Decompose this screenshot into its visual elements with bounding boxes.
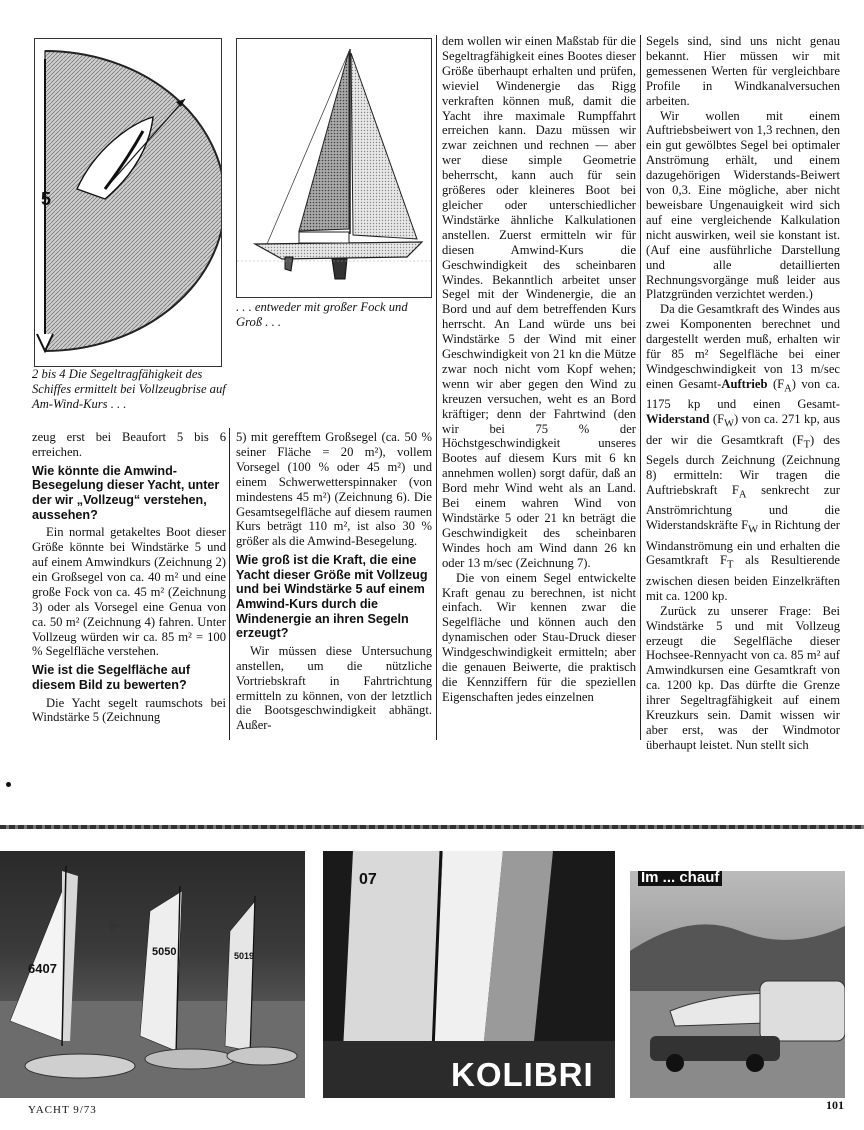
column-3: [442, 34, 636, 705]
col1-heading-1: Wie könnte die Amwind-Besegelung dieser Yacht, unter der wir „Vollzeug“ verstehen, aussehen?: [32, 463, 220, 522]
footer-magazine: YACHT 9/73: [28, 1104, 97, 1116]
column-1: [32, 430, 226, 725]
col3-paragraph-2: Die von einem Segel entwickelte Kraft genau zu berechnen, ist nicht einfach. Wir kennen zwar die Segelfläche und können auch den dynamischen oder Stau-Druck dieser Windgeschwindigkeit ermitteln; aber die genauen Beiwerte, die praktisch die Kennziffern für die speziellen Eigenschaften jedes einzelnen: [442, 570, 636, 704]
col1-paragraph-1: zeug erst bei Beaufort 5 bis 6 erreichen.: [32, 430, 226, 459]
sail-number-3: 5019: [234, 951, 255, 961]
figure-yacht-sailplan: [236, 38, 432, 298]
sail-number-1: 6407: [28, 961, 57, 976]
figure-sail-sector: [34, 38, 222, 367]
footer-page-number: 101: [826, 1098, 844, 1112]
col4-paragraph-4: Zurück zu unserer Frage: Bei Windstärke 5 und mit Vollzeug erzeugt die Segelfläche dieser Hochsee-Rennyacht von ca. 85 m² auf Amwindkursen eine Gesamtkraft von ca. 1200 kp. Das dürfte die Grenze ihrer Segeltragfähigkeit auf einem Kreuzkurs sein. Damit wissen wir aber erst, was der Windmotor überhaupt leistet. Nun stellt sich: [646, 603, 840, 752]
col1-paragraph-2: Ein normal getakeltes Boot dieser Größe könnte bei Windstärke 5 und auf einem Amwindkurs (Zeichnung 2) ein Großsegel von ca. 40 m² und eine große Fock von ca. 45 m² (Zeichnung 3) oder als Vorsegel eine Genua von ca. 50 m² (Zeichnung 4) fahren. Unter Vollzeug würden wir ca. 85 m² = 100 % Segelfläche verstehen.: [32, 525, 226, 659]
bullet-mark: [6, 782, 11, 787]
ad-photo-sails: [323, 851, 615, 1098]
col3-paragraph-1: dem wollen wir einen Maßstab für die Segeltragfähigkeit eines Bootes dieser Größe überhaupt erhalten und prüfen, wieviel Windenergie das Rigg verkraften können muß, damit die Yacht ihre maximale Rumpffahrt erreichen kann. Dazu müssen wir zwar zeichnen und rechnen — aber wer diese simple Geometrie beherrscht, kann auch für sein größeres oder kleineres Boot bei gleicher oder unterschiedlicher Windstärke ähnliche Kalkulationen anstellen. Zuerst ermitteln wir für diesen Amwind-Kurs die Geschwindigkeit des scheinbaren Windes. Bekanntlich arbeitet unser Segel mit der Windenergie, die an Bord und auf dem betreffenden Kurs herrscht. An Land würde uns bei Windstärke 5 der Wind mit einer Geschwindigkeit von 21 kn die Mütze zwar noch nicht vom Kopf wehen; wenn wir aber gegen den Wind zu kreuzen versuchen, weht es an Bord kräftiger; denn der Fahrtwind (den wir bei 75 % der Höchstgeschwindigkeit unseres Bootes auf diesem Kurs mit 6 kn annehmen wollen) sorgt dafür, daß an Bord mehr Wind weht als an Land. Bei einem wahren Wind von Windstärke 5 oder 21 kn beträgt die Geschwindigkeit des scheinbaren Windes hoch am Wind dann 26 kn oder 13 m/sec (Zeichnung 7).: [442, 34, 636, 570]
sail-sector-diagram: [35, 39, 221, 366]
col2-paragraph-1: 5) mit gerefftem Großsegel (ca. 50 % seiner Fläche = 20 m²), vollem Vorsegel (100 % oder 45 m²) und einem Schwerwetterspinnaker (von mindestens 45 m²) (Zeichnung 6). Die Gesamtsegelfläche auf diesem raumen Kurs beträgt 110 m², ist also 30 % größer als die Amwind-Besegelung.: [236, 430, 432, 549]
col1-paragraph-3: Die Yacht segelt raumschots bei Windstärke 5 (Zeichnung: [32, 695, 226, 725]
sail-number-4: 07: [359, 871, 377, 888]
col4-paragraph-2: Wir wollen mit einem Auftriebsbeiwert von 1,3 rechnen, den ein gut gewölbtes Segel bei optimaler Anströmung erhält, und einem dazugehörigen Widerstands-Beiwert von 0,3. Eine mögliche, aber nicht beweisbare Ungenauigkeit wird sich auf eine vergleichende Kalkulation nicht auswirken, weil sie konstant ist. (Auf eine ausführliche Darstellung und alle detaillierten Rechnungsvorgänge muß leider aus Platzgründen verzichtet werden.): [646, 108, 840, 302]
yacht-sailplan-diagram: [237, 39, 431, 297]
col4-paragraph-1: Segels sind, sind uns nicht genau bekannt. Hier müssen wir mit gemessenen Werten für vergleichbare Profile in Windkanalversuchen arbeiten.: [646, 34, 840, 108]
col2-paragraph-2: Wir müssen diese Untersuchung anstellen, um die nützliche Vortriebskraft in Fahrtrichtung ermitteln zu können, von der letztlich die Bootsgeschwindigkeit abhängt. Außer-: [236, 643, 432, 733]
ad-overlay-text: Im ... chauf: [638, 871, 722, 886]
ad-top-rule: [0, 825, 864, 829]
figure-right-caption: . . . entweder mit großer Fock und Groß . . .: [236, 300, 408, 329]
ad-photo-trailer: [630, 871, 845, 1098]
column-4: [646, 34, 840, 753]
column-2: [236, 430, 432, 733]
ad-photo-dinghies: [0, 851, 305, 1098]
col1-heading-2: Wie ist die Segelfläche auf diesem Bild zu bewerten?: [32, 663, 191, 692]
col4-paragraph-3: Da die Gesamtkraft des Windes aus zwei Komponenten berechnet und dargestellt werden muß, erhalten wir für 85 m² Segelfläche bei einer Windgeschwindigkeit von 13 m/sec einen Gesamt-Auftrieb $(F_A)$ von ca. 1175 kp und einen Gesamt-Widerstand $(F_W)$ von ca. 271 kp, aus der wir die Gesamtkraft $(F_T)$ des Segels durch Zeichnung (Zeichnung 8) ermitteln: Wir tragen die Auftriebskraft $F_A$ senkrecht zur Anströmrichtung und die Widerstandskräfte $F_W$ in Richtung der Windanströmung ein und erhalten die Gesamtkraft $F_T$ als Resultierende zwischen diesen beiden Einzelkräften mit ca. 1200 kp.: [646, 302, 841, 603]
figure-left-caption: 2 bis 4 Die Segeltragfähigkeit des Schiffes ermittelt bei Vollzeugbrise auf Am-Wind-Kurs . . .: [32, 367, 226, 411]
sail-number-2: 5050: [152, 946, 177, 958]
wind-strength-label: 5: [41, 189, 52, 209]
col2-heading-1: Wie groß ist die Kraft, die eine Yacht dieser Größe mit Vollzeug und bei Windstärke 5 auf einem Amwind-Kurs durch die Windenergie an ihren Segeln erzeugt?: [236, 553, 428, 641]
brand-name: KOLIBRI: [451, 1056, 594, 1093]
